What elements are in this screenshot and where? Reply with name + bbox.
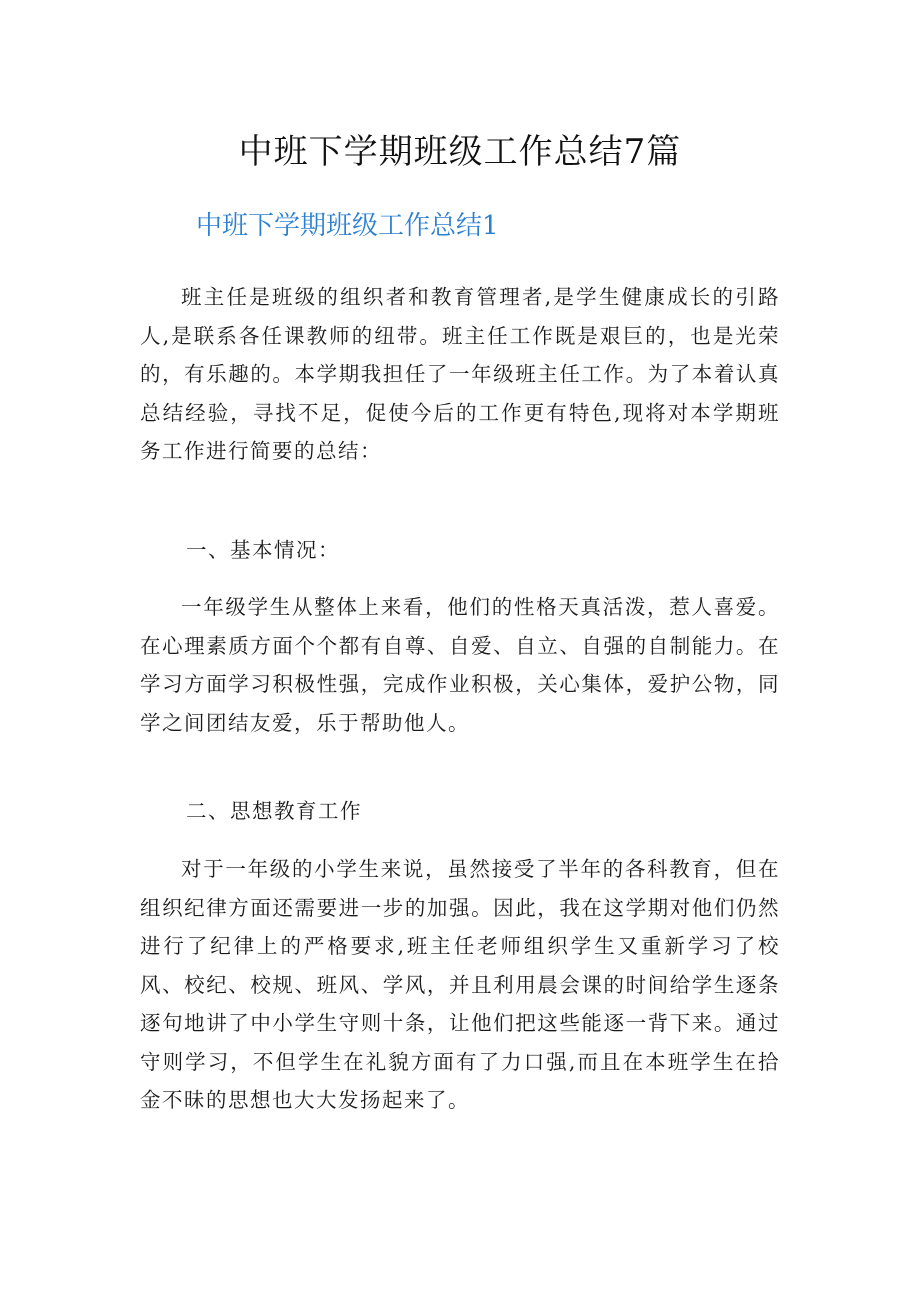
subheading-basic-situation: 一、基本情况： (186, 538, 340, 562)
document-title: 中班下学期班级工作总结7篇 (238, 132, 682, 172)
paragraph-intro: 班主任是班级的组织者和教育管理者,是学生健康成长的引路人,是联系各任课教师的纽带。班主任工作既是艰巨的，也是光荣的，有乐趣的。本学期我担任了一年级班主任工作。为了本着认真总结经验，寻找不足，促使今后的工作更有特色,现将对本学期班务工作进行简要的总结： (140, 285, 780, 463)
paragraph-moral-education: 对于一年级的小学生来说，虽然接受了半年的各科教育，但在组织纪律方面还需要进一步的加强。因此，我在这学期对他们仍然进行了纪律上的严格要求,班主任老师组织学生又重新学习了校风、校纪、校规、班风、学风，并且利用晨会课的时间给学生逐条逐句地讲了中小学生守则十条，让他们把这些能逐一背下来。通过守则学习，不但学生在礼貌方面有了力口强,而且在本班学生在拾金不昧的思想也大大发扬起来了。 (140, 857, 780, 1112)
paragraph-basic-situation: 一年级学生从整体上来看，他们的性格天真活泼，惹人喜爱。在心理素质方面个个都有自尊、自爱、自立、自强的自制能力。在学习方面学习积极性强，完成作业积极，关心集体，爱护公物，同学之间团结友爱，乐于帮助他人。 (140, 595, 780, 735)
section-heading: 中班下学期班级工作总结1 (196, 211, 499, 241)
subheading-moral-education: 二、思想教育工作 (186, 799, 362, 823)
